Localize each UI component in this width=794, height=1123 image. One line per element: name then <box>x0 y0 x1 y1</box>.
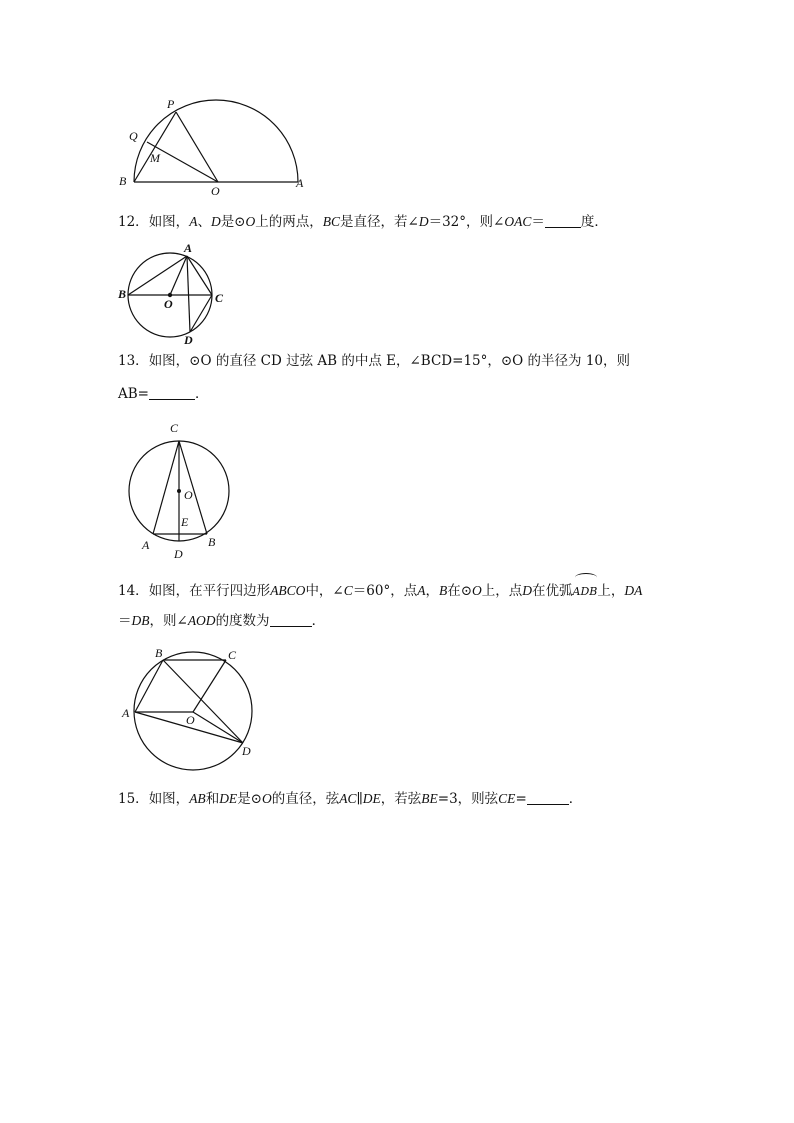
center-dot <box>177 489 181 493</box>
math-var: ABCO <box>270 583 306 598</box>
math-var: O <box>245 214 256 229</box>
label-a: A <box>184 241 193 255</box>
math-var: DE <box>219 791 238 806</box>
math-var: DB <box>131 613 150 628</box>
label-b: B <box>118 287 127 301</box>
math-var: BC <box>322 214 341 229</box>
question-14-line-2 <box>118 610 325 632</box>
text: 是直径，若∠ <box>340 214 419 230</box>
label-b: B <box>119 174 127 188</box>
question-13-line-2 <box>118 383 208 405</box>
math-var: D <box>418 214 429 229</box>
text: ． <box>568 791 583 807</box>
segment-co <box>193 660 226 712</box>
figure-11-semicircle <box>112 92 312 202</box>
label-a: A <box>122 706 130 720</box>
math-var: BE <box>421 791 438 806</box>
segment-ac <box>187 256 212 295</box>
figure-14-circle <box>118 640 268 780</box>
math-var: A <box>417 583 426 598</box>
question-number: 12． <box>118 214 149 230</box>
answer-blank[interactable] <box>545 213 581 228</box>
label-a: A <box>142 538 150 552</box>
text: 、 <box>197 214 211 230</box>
math-var: AC <box>339 791 357 806</box>
text: 度． <box>580 214 608 230</box>
math-var: DE <box>362 791 381 806</box>
label-a: A <box>296 176 304 190</box>
math-var: D <box>210 214 221 229</box>
label-e: E <box>181 515 189 529</box>
text: 是⊙ <box>220 214 246 230</box>
text: ，若弦 <box>380 791 422 807</box>
math-var: A <box>189 214 198 229</box>
question-15 <box>118 788 582 810</box>
math-var: DA <box>624 583 643 598</box>
figure-13-circle <box>128 418 238 566</box>
question-text: 如图，⊙O 的直径 CD 过弦 AB 的中点 E，∠BCD=15°，⊙O 的半径为 10，则 <box>148 353 631 369</box>
segment-bd <box>163 660 243 743</box>
segment-po <box>176 112 218 182</box>
math-var: CE <box>498 791 516 806</box>
text: 如图， <box>148 214 190 230</box>
text: ． <box>311 613 326 629</box>
figure-12-circle <box>112 240 232 348</box>
label-o: O <box>164 297 173 311</box>
text: 和 <box>205 791 220 807</box>
label-b: B <box>208 535 216 549</box>
segment-dc <box>190 295 212 332</box>
text: =3，则弦 <box>437 791 499 807</box>
label-o: O <box>184 488 193 502</box>
math-var: B <box>438 583 448 598</box>
arc-label: ADB <box>572 585 598 598</box>
text: 的度数为 <box>215 613 270 629</box>
segment-ca <box>153 441 179 534</box>
text: ＝ <box>118 613 132 629</box>
text: 中，∠ <box>305 583 344 599</box>
text: ∥ <box>356 791 363 807</box>
label-o: O <box>186 713 195 727</box>
text: 如图，在平行四边形 <box>148 583 271 599</box>
arc-mark <box>575 573 597 582</box>
text: 是⊙ <box>237 791 262 807</box>
text: = <box>515 791 527 807</box>
text: 在⊙ <box>447 583 473 599</box>
math-var: AOD <box>187 613 216 628</box>
question-number: 14． <box>118 583 149 599</box>
math-var: OAC <box>504 214 532 229</box>
question-14-line-1 <box>118 580 642 603</box>
text: ＝32°，则∠ <box>428 214 505 230</box>
math-var: C <box>343 583 353 598</box>
text: 在优弧 <box>532 583 573 599</box>
label-d: D <box>184 333 193 347</box>
math-var: O <box>472 583 482 598</box>
question-number: 15． <box>118 791 149 807</box>
label-d: D <box>174 547 183 561</box>
label-c: C <box>228 648 237 662</box>
label-c: C <box>170 421 179 435</box>
text: 上，点 <box>481 583 523 599</box>
label-b: B <box>155 646 163 660</box>
text: ， <box>425 583 439 599</box>
segment-ad <box>187 256 190 332</box>
text: 如图， <box>148 791 190 807</box>
math-var: D <box>522 583 533 598</box>
label-m: M <box>150 151 160 165</box>
math-var: AB <box>189 791 206 806</box>
major-arc-notation <box>573 581 598 603</box>
label-o: O <box>211 184 220 198</box>
label-d: D <box>242 744 251 758</box>
answer-blank[interactable] <box>270 612 312 627</box>
question-number: 13． <box>118 353 149 369</box>
question-text: ． <box>194 386 209 402</box>
label-p: P <box>167 97 175 111</box>
text: ，则∠ <box>149 613 188 629</box>
label-q: Q <box>129 129 138 143</box>
math-var: O <box>262 791 272 806</box>
question-12 <box>118 211 608 233</box>
text: ＝60°，点 <box>352 583 418 599</box>
label-c: C <box>215 291 224 305</box>
answer-blank[interactable] <box>527 790 569 805</box>
question-text: AB= <box>118 386 149 402</box>
text: ＝ <box>531 214 545 230</box>
text: 的直径，弦 <box>271 791 340 807</box>
text: 上的两点， <box>255 214 323 230</box>
text: 上， <box>597 583 625 599</box>
question-13-line-1 <box>118 350 630 372</box>
answer-blank[interactable] <box>149 385 195 400</box>
